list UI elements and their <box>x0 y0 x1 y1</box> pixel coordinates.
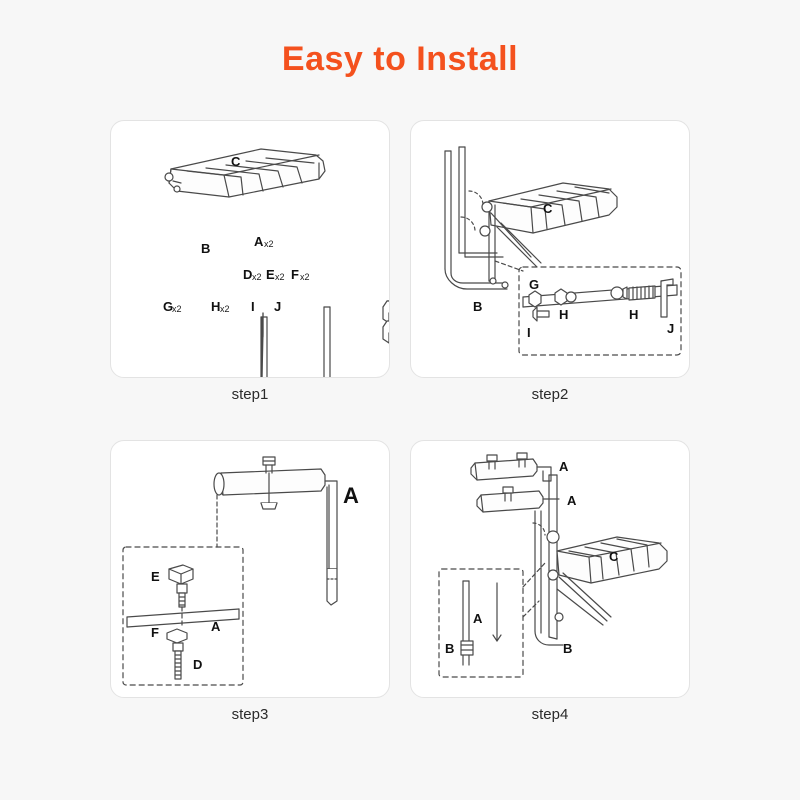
step3-caption: step3 <box>231 706 269 723</box>
page-title: Easy to Install <box>281 40 519 78</box>
step1-label-e-qty: x2 <box>275 272 285 282</box>
step2-label-h-left: H <box>559 307 569 322</box>
step1-panel <box>110 120 390 378</box>
step3-label-a-detail: A <box>211 619 221 634</box>
step4-label-c: C <box>609 549 619 564</box>
step1-label-g: G <box>163 299 174 314</box>
part-c-drawing <box>165 149 325 197</box>
step2-label-i: I <box>527 325 531 340</box>
step3-label-f: F <box>151 625 159 640</box>
step4-label-b-detail: B <box>445 641 455 656</box>
step-cell-1 <box>110 120 390 403</box>
step2-label-g: G <box>529 277 540 292</box>
step2-label-c: C <box>543 201 553 216</box>
step2-label-b: B <box>473 299 483 314</box>
part-a-top-drawing <box>471 453 551 481</box>
detail-box <box>439 563 545 677</box>
step3-panel <box>110 440 390 698</box>
step2-caption: step2 <box>531 386 569 403</box>
detail-box <box>123 547 243 685</box>
step-cell-3 <box>110 440 390 723</box>
steps-grid <box>100 120 700 750</box>
part-a-mid-drawing <box>477 487 559 512</box>
step1-label-d: D <box>243 267 253 282</box>
detail-box <box>495 261 681 355</box>
step3-label-e: E <box>151 569 160 584</box>
step2-label-j: J <box>667 321 675 336</box>
step1-label-a: A <box>254 234 264 249</box>
step1-label-h-qty: x2 <box>220 304 230 314</box>
step4-label-b-right: B <box>563 641 573 656</box>
step-cell-2 <box>410 120 690 403</box>
part-b-drawing <box>254 307 342 378</box>
step1-label-h: H <box>211 299 221 314</box>
step1-label-i: I <box>251 299 255 314</box>
step1-label-a-qty: x2 <box>264 239 274 249</box>
step1-illustration <box>111 121 390 378</box>
step3-label-d: D <box>193 657 203 672</box>
step1-label-c: C <box>231 154 241 169</box>
step2-panel <box>410 120 690 378</box>
step-cell-4 <box>410 440 690 723</box>
step1-label-b: B <box>201 241 211 256</box>
step2-label-h-right: H <box>629 307 639 322</box>
step1-label-f: F <box>291 267 299 282</box>
step4-label-a-mid: A <box>567 493 577 508</box>
step2-illustration <box>411 121 690 378</box>
step4-label-a-top: A <box>559 459 569 474</box>
step1-label-f-qty: x2 <box>300 272 310 282</box>
step1-label-d-qty: x2 <box>252 272 262 282</box>
step4-panel <box>410 440 690 698</box>
part-c-drawing <box>489 183 617 233</box>
step1-label-j: J <box>274 299 282 314</box>
step3-label-a: A <box>343 483 359 508</box>
step4-illustration <box>411 441 690 698</box>
step1-label-e: E <box>266 267 275 282</box>
step1-label-g-qty: x2 <box>172 304 182 314</box>
part-a-drawing <box>383 301 390 343</box>
step3-illustration <box>111 441 390 698</box>
step4-caption: step4 <box>531 706 569 723</box>
step1-caption: step1 <box>231 386 269 403</box>
step4-label-a-detail: A <box>473 611 483 626</box>
